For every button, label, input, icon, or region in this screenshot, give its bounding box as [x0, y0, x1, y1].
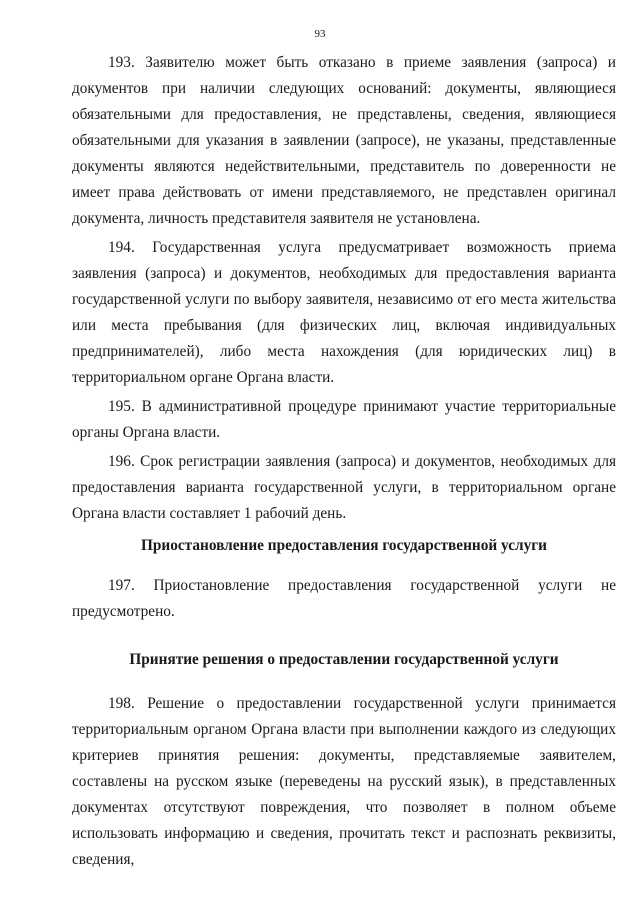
paragraph-196: 196. Срок регистрации заявления (запроса) и документов, необходимых для предоставления варианта государственной услуги, в территориальном органе Органа власти составляет 1 рабочий день. — [72, 453, 616, 522]
paragraph-195: 195. В административной процедуре принимают участие территориальные органы Органа власти. — [72, 398, 616, 441]
paragraph-197: 197. Приостановление предоставления государственной услуги не предусмотрено. — [72, 577, 616, 620]
paragraph-193: 193. Заявителю может быть отказано в приеме заявления (запроса) и документов при наличии следующих оснований: документы, являющиеся обязательными для предоставления, не представлены, сведения, являющиеся обязательными для указания в заявлении (запросе), не указаны, представленные документы являются недействительными, представитель по доверенности не имеет права действовать от имени представляемого, не представлен оригинал документа, личность представителя заявителя не установлена. — [72, 54, 616, 227]
paragraph-194: 194. Государственная услуга предусматривает возможность приема заявления (запроса) и документов, необходимых для предоставления варианта государственной услуги по выбору заявителя, независимо от его места жительства или места пребывания (для физических лиц, включая индивидуальных предпринимателей), либо места нахождения (для юридических лиц) в территориальном органе Органа власти. — [72, 239, 616, 386]
paragraph-198: 198. Решение о предоставлении государственной услуги принимается территориальным органом Органа власти при выполнении каждого из следующих критериев принятия решения: документы, представляемые заявителем, составлены на русском языке (переведены на русский язык), в представленных документах отсутствуют повреждения, что позволяет в полном объеме использовать информацию и сведения, прочитать текст и распознать реквизиты, сведения, — [72, 695, 616, 868]
page-number: 93 — [314, 28, 326, 40]
section-heading-decision: Принятие решения о предоставлении государственной услуги — [129, 651, 559, 668]
section-heading-suspension: Приостановление предоставления государственной услуги — [141, 537, 547, 554]
document-body — [72, 48, 616, 873]
